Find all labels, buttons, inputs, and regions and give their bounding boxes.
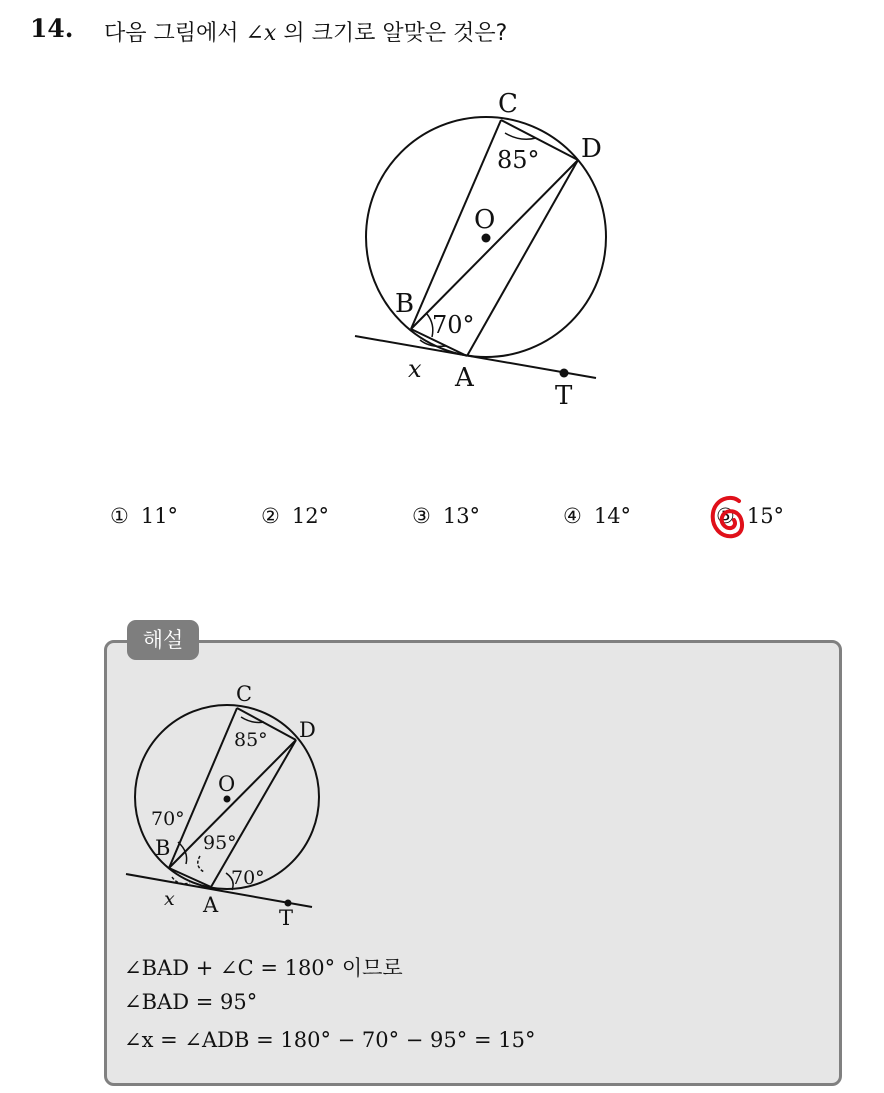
solution-label-t: T <box>279 906 294 930</box>
angle-label-b: 70° <box>432 311 475 339</box>
label-a: A <box>455 363 474 393</box>
question-angle: ∠x <box>245 21 277 46</box>
solution-chord-ba <box>169 868 211 887</box>
solution-label-b: B <box>155 836 171 860</box>
solution-line-1-math: ∠BAD + ∠C = 180° <box>124 956 336 980</box>
solution-arc-a-inner <box>198 856 204 872</box>
solution-label-x: x <box>164 888 175 910</box>
question-text-before: 다음 그림에서 <box>104 21 246 46</box>
choice-1-value: 11° <box>140 504 179 528</box>
solution-line-1-text: 이므로 <box>335 956 403 980</box>
choice-4-number: ④ <box>563 504 582 528</box>
choice-2-number: ② <box>261 504 280 528</box>
choice-3-value: 13° <box>442 504 481 528</box>
choice-1-number: ① <box>110 504 129 528</box>
solution-label-d: D <box>299 718 316 742</box>
solution-label-a: A <box>203 893 219 917</box>
solution-tangent-line <box>126 874 312 907</box>
solution-angle-a-tangent: 70° <box>231 867 265 889</box>
choice-2-value: 12° <box>291 504 330 528</box>
choice-3-number: ③ <box>412 504 431 528</box>
choice-5-value: 15° <box>746 504 785 528</box>
label-t: T <box>555 381 573 411</box>
label-x: x <box>408 355 422 383</box>
label-b: B <box>395 289 415 319</box>
solution-center-point-o <box>224 796 231 803</box>
label-c: C <box>498 89 518 119</box>
solution-line-3: ∠x = ∠ADB = 180° − 70° − 95° = 15° <box>124 1028 536 1052</box>
solution-label-c: C <box>236 682 253 706</box>
choice-4-value: 14° <box>593 504 632 528</box>
angle-label-c: 85° <box>497 146 540 174</box>
question-number: 14. <box>30 14 74 43</box>
solution-angle-b-outer: 70° <box>151 808 185 830</box>
label-o: O <box>474 205 496 235</box>
label-d: D <box>581 134 602 164</box>
solution-angle-c: 85° <box>234 729 268 751</box>
solution-line-2: ∠BAD = 95° <box>124 990 258 1014</box>
choice-5-number: ⑤ <box>716 504 735 528</box>
solution-angle-a-inner: 95° <box>203 832 237 854</box>
solution-label-o: O <box>218 772 236 796</box>
solution-line-1 <box>124 952 403 982</box>
solution-tab: 해설 <box>127 620 199 660</box>
question-text-after: 의 크기로 알맞은 것은? <box>276 21 508 46</box>
